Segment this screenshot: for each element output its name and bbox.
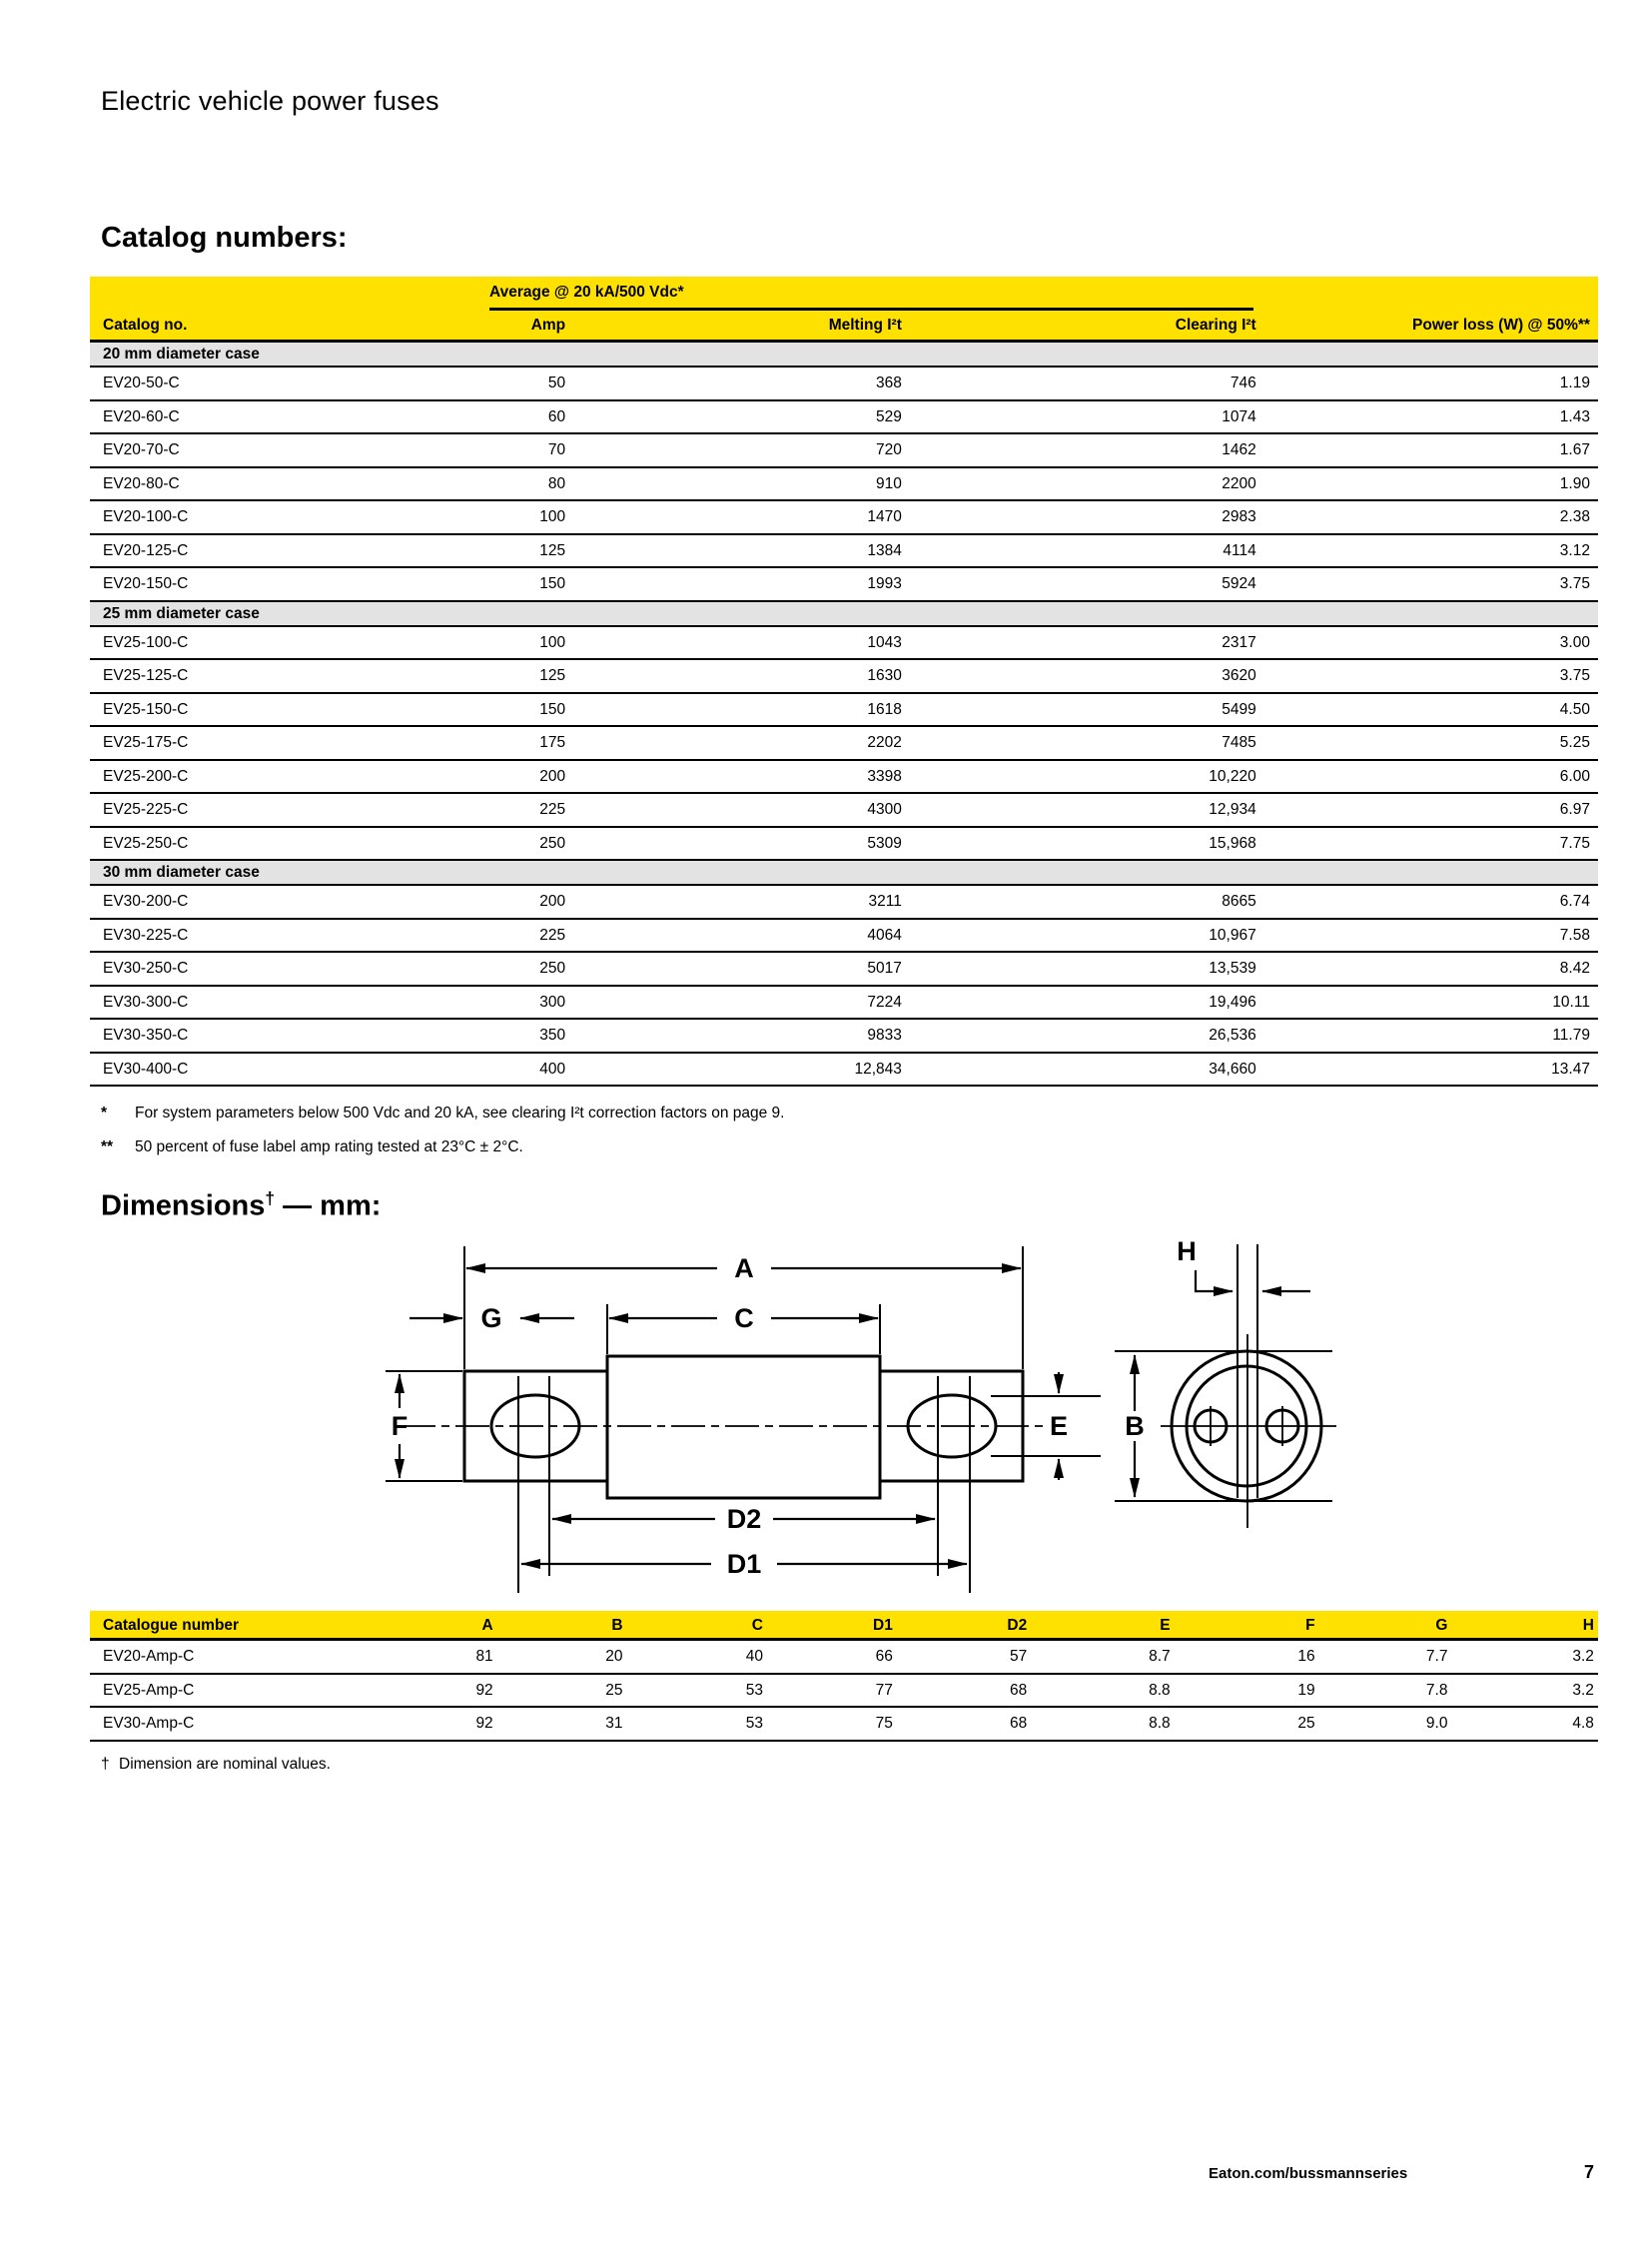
footnote-text: 50 percent of fuse label amp rating tested at 23°C ± 2°C. [135, 1138, 523, 1155]
table-row [90, 694, 1598, 728]
catalog-heading: Catalog numbers: [101, 222, 348, 254]
catalog-cell: 11.79 [1552, 1027, 1590, 1044]
catalog-cell: 1043 [867, 633, 902, 651]
dimensions-cell: 8.7 [1149, 1648, 1171, 1665]
table-row [90, 368, 1598, 401]
catalog-cell: 19,496 [1209, 993, 1256, 1011]
catalog-table-header [90, 277, 1598, 343]
catalog-cell: 1462 [1222, 441, 1256, 458]
dimensions-cell: 3.2 [1572, 1681, 1594, 1699]
catalog-cell: 6.00 [1559, 767, 1590, 785]
catalog-cell: 7224 [867, 993, 902, 1011]
dimensions-header-cell: C [751, 1617, 763, 1634]
catalog-cell: 1470 [867, 508, 902, 525]
dimensions-cell: 92 [475, 1681, 493, 1699]
catalog-cell: 2200 [1222, 474, 1256, 492]
catalog-table-body [90, 343, 1598, 1087]
catalog-cell: EV20-125-C [103, 541, 189, 559]
catalog-cell: 720 [876, 441, 902, 458]
dimensions-cell: 16 [1297, 1648, 1315, 1665]
dimensions-cell: 53 [745, 1681, 763, 1699]
catalog-cell: 2202 [867, 734, 902, 751]
table-row [90, 1675, 1598, 1709]
table-row [90, 568, 1598, 602]
catalog-cell: 4064 [867, 926, 902, 944]
catalog-cell: 300 [539, 993, 566, 1011]
section-header-row: 25 mm diameter case [90, 602, 1598, 627]
footnote-text: Dimension are nominal values. [119, 1756, 331, 1773]
dim-H [1177, 1236, 1310, 1291]
catalog-cell: 5309 [867, 834, 902, 852]
page-number: 7 [1584, 2162, 1595, 2182]
catalog-cell: 10,967 [1209, 926, 1256, 944]
dim-label-C: C [734, 1303, 754, 1333]
dimensions-cell: 92 [475, 1715, 493, 1732]
dimensions-cell: EV20-Amp-C [103, 1648, 195, 1665]
catalog-cell: 15,968 [1209, 834, 1256, 852]
catalog-cell: EV25-250-C [103, 834, 189, 852]
catalog-cell: EV20-150-C [103, 575, 189, 592]
fuse-side-view [402, 1356, 1044, 1593]
catalog-cell: 3.12 [1559, 541, 1590, 559]
dimensions-cell: 7.8 [1425, 1681, 1448, 1699]
table-row [90, 1054, 1598, 1088]
table-row [90, 535, 1598, 569]
dimensions-cell: 31 [605, 1715, 623, 1732]
catalog-cell: EV20-50-C [103, 374, 180, 391]
dimensions-header-cell: H [1582, 1617, 1594, 1634]
catalog-cell: 4114 [1223, 541, 1256, 559]
footnote-2 [101, 1138, 523, 1156]
dimensions-cell: 7.7 [1425, 1648, 1448, 1665]
catalog-cell: 5017 [867, 960, 902, 977]
catalog-cell: 200 [539, 767, 566, 785]
fuse-dimension-diagram [250, 1226, 1348, 1606]
catalog-cell: EV20-80-C [103, 474, 180, 492]
dimensions-cell: 25 [605, 1681, 623, 1699]
dimensions-cell: 57 [1009, 1648, 1028, 1665]
catalog-header-cell: Melting I²t [828, 317, 902, 334]
dim-C [607, 1303, 880, 1354]
table-row [90, 886, 1598, 920]
dimensions-header-cell: A [481, 1617, 493, 1634]
catalog-cell: EV25-200-C [103, 767, 189, 785]
table-row [90, 501, 1598, 535]
catalog-cell: EV25-125-C [103, 667, 189, 684]
catalog-table [90, 277, 1598, 1087]
spanner-label: Average @ 20 kA/500 Vdc* [489, 284, 684, 301]
catalog-cell: 1074 [1222, 407, 1256, 425]
catalog-cell: 125 [539, 667, 566, 684]
catalog-header-cell: Clearing I²t [1175, 317, 1256, 334]
dimensions-cell: 81 [475, 1648, 493, 1665]
footnote-marker: * [101, 1105, 108, 1121]
dimensions-heading-base: Dimensions [101, 1189, 266, 1222]
catalog-cell: 250 [539, 960, 566, 977]
table-row [90, 468, 1598, 502]
catalog-cell: 125 [539, 541, 566, 559]
page-title: Electric vehicle power fuses [101, 86, 439, 116]
catalog-cell: 3.75 [1559, 667, 1590, 684]
catalog-cell: 80 [547, 474, 566, 492]
dim-label-F: F [391, 1411, 409, 1441]
catalog-cell: EV25-100-C [103, 633, 189, 651]
footnote-marker: ** [101, 1138, 114, 1155]
catalog-cell: 4300 [867, 801, 902, 818]
catalog-cell: 1.43 [1559, 407, 1590, 425]
catalog-cell: 50 [547, 374, 566, 391]
catalog-header-row [90, 311, 1598, 340]
dimensions-header-row [90, 1611, 1598, 1641]
dimensions-cell: 77 [875, 1681, 893, 1699]
catalog-cell: 8.42 [1559, 960, 1590, 977]
catalog-cell: 8665 [1222, 893, 1256, 910]
catalog-cell: 12,843 [854, 1060, 902, 1078]
dimensions-header-cell: Catalogue number [103, 1617, 240, 1634]
catalog-cell: EV30-400-C [103, 1060, 189, 1078]
dimensions-header-cell: D2 [1007, 1617, 1028, 1634]
dimensions-header-cell: B [611, 1617, 623, 1634]
dimensions-cell: 25 [1297, 1715, 1315, 1732]
catalog-header-cell: Amp [530, 317, 566, 334]
table-row [90, 1708, 1598, 1742]
catalog-cell: 2983 [1222, 508, 1256, 525]
catalog-cell: EV20-60-C [103, 407, 180, 425]
catalog-cell: EV25-225-C [103, 801, 189, 818]
spanner-row [90, 277, 1598, 311]
catalog-cell: 6.74 [1559, 893, 1590, 910]
table-row [90, 434, 1598, 468]
dimensions-heading-rest: — mm: [275, 1189, 382, 1222]
catalog-cell: 100 [539, 633, 566, 651]
catalog-cell: 7485 [1222, 734, 1256, 751]
catalog-cell: 529 [876, 407, 902, 425]
catalog-cell: 350 [539, 1027, 566, 1044]
catalog-cell: 150 [539, 700, 566, 718]
catalog-cell: 13,539 [1209, 960, 1256, 977]
dim-D2 [552, 1504, 935, 1534]
dimensions-cell: 8.8 [1149, 1681, 1171, 1699]
catalog-cell: 3.00 [1559, 633, 1590, 651]
table-row [90, 660, 1598, 694]
dagger-superscript: † [265, 1188, 276, 1208]
dimensions-cell: 3.2 [1572, 1648, 1594, 1665]
table-row [90, 953, 1598, 987]
catalog-cell: 12,934 [1209, 801, 1256, 818]
catalog-cell: EV25-175-C [103, 734, 189, 751]
section-header-row: 20 mm diameter case [90, 343, 1598, 368]
catalog-cell: 368 [876, 374, 902, 391]
catalog-cell: 225 [539, 801, 566, 818]
catalog-cell: 10,220 [1209, 767, 1256, 785]
dimensions-cell: 40 [745, 1648, 763, 1665]
dimensions-cell: 19 [1297, 1681, 1315, 1699]
catalog-cell: 3211 [868, 893, 902, 910]
catalog-cell: 400 [539, 1060, 566, 1078]
catalog-cell: 2317 [1222, 633, 1256, 651]
section-header-row: 30 mm diameter case [90, 861, 1598, 886]
footnote-marker: † [101, 1756, 110, 1773]
table-row [90, 761, 1598, 795]
catalog-cell: 4.50 [1559, 700, 1590, 718]
dim-D1 [521, 1549, 967, 1579]
dimensions-heading [101, 1188, 381, 1223]
catalog-cell: 10.11 [1552, 993, 1590, 1011]
dim-label-B: B [1125, 1411, 1145, 1441]
spanner-underline [489, 308, 1253, 311]
catalog-cell: 250 [539, 834, 566, 852]
dimensions-cell: 68 [1009, 1715, 1028, 1732]
dimensions-header-cell: E [1160, 1617, 1171, 1634]
catalog-cell: EV30-250-C [103, 960, 189, 977]
catalog-cell: EV20-70-C [103, 441, 180, 458]
table-row [90, 828, 1598, 862]
catalog-cell: 1384 [867, 541, 902, 559]
catalog-cell: 5.25 [1559, 734, 1590, 751]
dim-label-A: A [734, 1253, 754, 1283]
catalog-header-cell: Power loss (W) @ 50%** [1412, 317, 1590, 334]
dimensions-header-cell: G [1435, 1617, 1448, 1634]
catalog-cell: 746 [1230, 374, 1256, 391]
catalog-cell: 200 [539, 893, 566, 910]
dim-label-E: E [1049, 1411, 1069, 1441]
catalog-cell: 1.90 [1559, 474, 1590, 492]
catalog-cell: 910 [876, 474, 902, 492]
table-row [90, 1641, 1598, 1675]
catalog-cell: 6.97 [1559, 801, 1590, 818]
catalog-cell: 5499 [1222, 700, 1256, 718]
dimensions-header-cell: D1 [873, 1617, 893, 1634]
dimensions-cell: 53 [745, 1715, 763, 1732]
dim-G [410, 1303, 574, 1333]
catalog-cell: 26,536 [1209, 1027, 1256, 1044]
catalog-cell: 60 [547, 407, 566, 425]
catalog-cell: 13.47 [1551, 1060, 1590, 1078]
catalog-cell: 150 [539, 575, 566, 592]
dimensions-cell: 9.0 [1425, 1715, 1448, 1732]
catalog-cell: EV25-150-C [103, 700, 189, 718]
catalog-cell: 175 [539, 734, 566, 751]
dimensions-cell: 66 [875, 1648, 893, 1665]
dimensions-header-cell: F [1305, 1617, 1315, 1634]
dimensions-cell: 20 [605, 1648, 623, 1665]
table-row [90, 920, 1598, 954]
table-row [90, 627, 1598, 661]
dimensions-cell: 4.8 [1572, 1715, 1594, 1732]
footnote-text: For system parameters below 500 Vdc and 20 kA, see clearing I²t correction factors on page 9. [135, 1105, 785, 1121]
catalog-cell: 225 [539, 926, 566, 944]
catalog-cell: 7.58 [1559, 926, 1590, 944]
footnote-1 [101, 1105, 784, 1122]
dimensions-cell: EV30-Amp-C [103, 1715, 195, 1732]
catalog-cell: 7.75 [1559, 834, 1590, 852]
table-row [90, 794, 1598, 828]
catalog-cell: 70 [547, 441, 566, 458]
table-row [90, 401, 1598, 435]
catalog-cell: 1993 [867, 575, 902, 592]
catalog-header-cell: Catalog no. [103, 317, 188, 334]
dim-label-D2: D2 [726, 1504, 762, 1534]
dimensions-cell: EV25-Amp-C [103, 1681, 195, 1699]
catalog-cell: 5924 [1222, 575, 1256, 592]
table-row [90, 727, 1598, 761]
catalog-cell: 1618 [867, 700, 902, 718]
catalog-cell: EV30-350-C [103, 1027, 189, 1044]
catalog-cell: 1630 [867, 667, 902, 684]
dimensions-cell: 68 [1009, 1681, 1028, 1699]
dim-label-D1: D1 [726, 1549, 762, 1579]
catalog-cell: 3398 [867, 767, 902, 785]
catalog-cell: EV30-225-C [103, 926, 189, 944]
fuse-end-view [1161, 1244, 1336, 1528]
catalog-cell: EV20-100-C [103, 508, 189, 525]
dimensions-cell: 75 [875, 1715, 893, 1732]
dimensions-footnote [101, 1756, 331, 1774]
dimensions-cell: 8.8 [1149, 1715, 1171, 1732]
table-row [90, 987, 1598, 1021]
dim-label-H: H [1177, 1236, 1197, 1266]
catalog-cell: 3.75 [1559, 575, 1590, 592]
catalog-cell: 1.67 [1559, 441, 1590, 458]
catalog-cell: EV30-300-C [103, 993, 189, 1011]
catalog-cell: EV30-200-C [103, 893, 189, 910]
dimensions-table [90, 1611, 1598, 1742]
catalog-cell: 2.38 [1559, 508, 1590, 525]
catalog-cell: 1.19 [1559, 374, 1590, 391]
footer-url[interactable]: Eaton.com/bussmannseries [1209, 2165, 1408, 2182]
catalog-cell: 3620 [1222, 667, 1256, 684]
dimensions-table-body [90, 1641, 1598, 1742]
catalog-cell: 9833 [867, 1027, 902, 1044]
catalog-cell: 34,660 [1209, 1060, 1256, 1078]
table-row [90, 1020, 1598, 1054]
dim-label-G: G [480, 1303, 502, 1333]
catalog-cell: 100 [539, 508, 566, 525]
